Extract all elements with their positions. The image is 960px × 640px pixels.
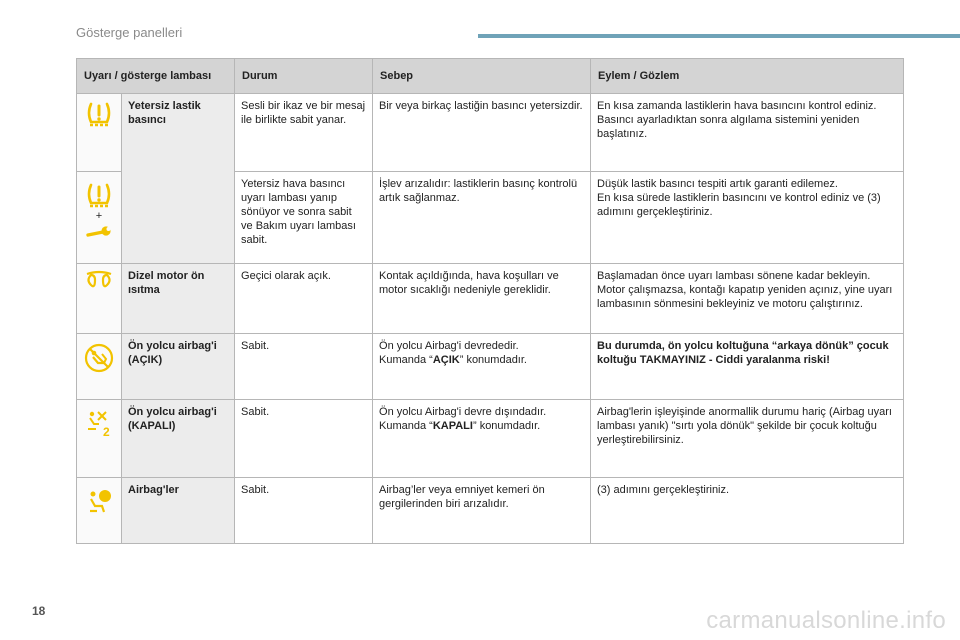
table-row (77, 94, 904, 172)
status-text: Sesli bir ikaz ve bir mesaj ile birlikte sabit yanar. (235, 94, 373, 172)
airbag-fault-icon (84, 487, 114, 517)
cause-text-bold: AÇIK (432, 354, 460, 367)
table-row (77, 264, 904, 334)
light-name: Ön yolcu airbag'i (KAPALI) (122, 400, 235, 478)
action-text: Düşük lastik basıncı tespiti artık garanti edilemez. En kısa sürede lastiklerin basıncını ve kontrol ediniz ve (3) adımını gerçekleştiriniz. (591, 172, 904, 264)
cause-text-post: ” konumdadır. (459, 354, 527, 367)
tire-pressure-service-icon (84, 180, 114, 210)
action-text: Başlamadan önce uyarı lambası sönene kadar bekleyin. Motor çalışmazsa, kontağı kapatıp yeniden açınız, yine uyarı lambasının sönmesini bekleyiniz ve motoru çalıştırınız. (591, 264, 904, 334)
section-title: Gösterge panelleri (76, 25, 183, 40)
icon-cell (77, 400, 122, 478)
cause-text (373, 334, 591, 400)
cause-text: Kontak açıldığında, hava koşulları ve motor sıcaklığı nedeniyle gereklidir. (373, 264, 591, 334)
icon-cell (77, 264, 122, 334)
action-text: Bu durumda, ön yolcu koltuğuna “arkaya dönük” çocuk koltuğu TAKMAYINIZ - Ciddi yaralanma riski! (591, 334, 904, 400)
icon-cell (77, 172, 122, 264)
status-text: Sabit. (235, 334, 373, 400)
cause-text-bold: KAPALI (432, 420, 473, 433)
action-text: (3) adımını gerçekleştiriniz. (591, 478, 904, 544)
watermark: carmanualsonline.info (706, 607, 946, 634)
column-header-status: Durum (235, 59, 373, 94)
table-header-row (77, 59, 904, 94)
cause-text: Airbag’ler veya emniyet kemeri ön gergilerinden biri arızalıdır. (373, 478, 591, 544)
table-row (77, 478, 904, 544)
column-header-cause: Sebep (373, 59, 591, 94)
cause-text (373, 400, 591, 478)
status-text: Geçici olarak açık. (235, 264, 373, 334)
status-text: Sabit. (235, 478, 373, 544)
cause-text-pre: Ön yolcu Airbag'i devre dışındadır. Kumanda “ (379, 406, 547, 433)
light-name: Airbag'ler (122, 478, 235, 544)
glow-plug-icon (83, 269, 115, 291)
table-row (77, 400, 904, 478)
passenger-airbag-off-icon (84, 409, 114, 439)
light-name: Yetersiz lastik basıncı (122, 94, 235, 264)
light-name: Ön yolcu airbag'i (AÇIK) (122, 334, 235, 400)
status-text: Yetersiz hava basıncı uyarı lambası yanıp sönüyor ve sonra sabit ve Bakım uyarı lambası sabit. (235, 172, 373, 264)
cause-text: İşlev arızalıdır: lastiklerin basınç kontrolü artık sağlanmaz. (373, 172, 591, 264)
svg-text:2: 2 (103, 425, 110, 439)
cause-text: Bir veya birkaç lastiğin basıncı yetersizdir. (373, 94, 591, 172)
action-text: En kısa zamanda lastiklerin hava basıncını kontrol ediniz. Basıncı ayarladıktan sonra algılama sistemini yeniden başlatınız. (591, 94, 904, 172)
table-row (77, 334, 904, 400)
wrench-icon (85, 223, 113, 241)
icon-cell (77, 94, 122, 172)
tire-pressure-icon (84, 99, 114, 129)
plus-sign: + (95, 210, 103, 222)
column-header-light: Uyarı / gösterge lambası (77, 59, 235, 94)
section-title-bar (478, 34, 960, 38)
column-header-action: Eylem / Gözlem (591, 59, 904, 94)
cause-text-post: ” konumdadır. (472, 420, 541, 433)
warning-lights-table (76, 58, 904, 544)
passenger-airbag-on-icon (84, 343, 114, 373)
light-name: Dizel motor ön ısıtma (122, 264, 235, 334)
status-text: Sabit. (235, 400, 373, 478)
action-text: Airbag'lerin işleyişinde anormallik durumu hariç (Airbag uyarı lambası yanık) "sırtı yola dönük" şekilde bir çocuk koltuğu yerleştirebilirsiniz. (591, 400, 904, 478)
cause-text-pre: Ön yolcu Airbag'i devrededir. Kumanda “ (379, 340, 519, 367)
page-number: 18 (32, 604, 46, 618)
icon-cell (77, 478, 122, 544)
icon-cell (77, 334, 122, 400)
